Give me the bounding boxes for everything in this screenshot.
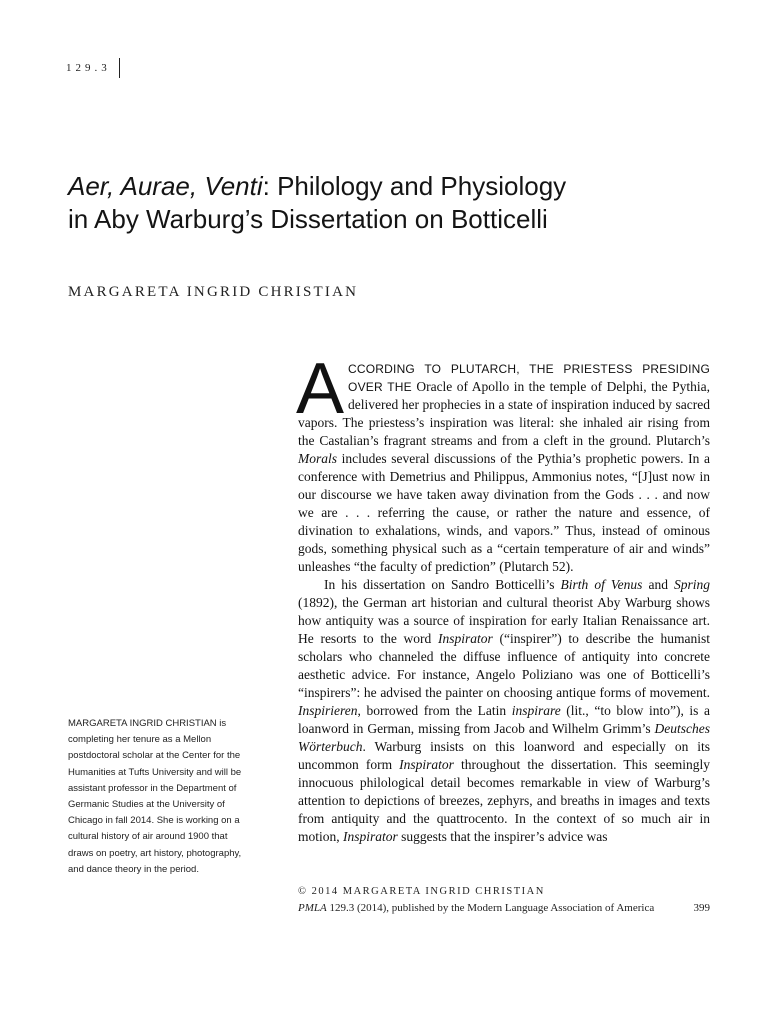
paragraph-1	[296, 349, 710, 576]
publication-details: 129.3 (2014), published by the Modern Language Association of America	[326, 902, 655, 914]
paragraph-2	[298, 576, 710, 846]
p2-birth-of-venus: Birth of Venus	[560, 577, 643, 592]
p2-text-i: suggests that the inspirer’s advice was	[397, 829, 608, 844]
p2-text-a: In his dissertation on Sandro Botticelli’s	[324, 577, 561, 592]
publication-info	[298, 900, 654, 916]
p1-text-a: Oracle of Apollo in the temple of Delphi, the Pythia, delivered her prophecies in a state of inspiration induced by sacred vapors. The priestess’s inspiration was literal: she inhaled air rising from the Castalian’s fragrant streams and from a cleft in the ground. Plutarch’s	[298, 379, 710, 448]
article-body	[296, 349, 711, 846]
article-title	[68, 170, 668, 236]
p1-text-b: includes several discussions of the Pythia’s prophetic powers. In a conference with Demetrius and Philippus, Ammonius notes, “[J]ust now in our discourse we have taken away divination from the Gods . . . and now we are . . . referring the cause, or rather the nature and essence, of divination to exhalations, winds, and vapors.” Thus, instead of ominous gods, something physical such as a “certain temperature of air and winds” unleashes “the faculty of prediction” (Plutarch 52).	[298, 451, 710, 574]
p2-inspirator-2: Inspirator	[399, 757, 454, 772]
p2-spring: Spring	[674, 577, 711, 592]
title-italic-part: Aer, Aurae, Venti	[68, 171, 263, 201]
page-number: 399	[693, 902, 710, 914]
p2-text-f: (lit., “to blow into”), is a loanword in German, missing from Jacob and Wilhelm Grimm’s	[298, 703, 710, 736]
issue-bracket-rule	[119, 58, 120, 78]
p2-text-g: . Warburg insists on this loanword and especially on its uncommon form	[298, 739, 710, 772]
page-footer	[298, 884, 710, 916]
journal-name: PMLA	[298, 902, 327, 914]
p2-inspirieren: Inspirieren	[298, 703, 358, 718]
p2-inspirator-1: Inspirator	[438, 631, 493, 646]
opening-small-caps: CCORDING TO PLUTARCH, THE PRIESTESS PRESIDING OVER THE	[348, 362, 710, 394]
p2-text-c: (1892), the German art historian and cultural theorist Aby Warburg shows how antiquity was a source of inspiration for early Italian Renaissance art. He resorts to the word	[298, 595, 710, 646]
p1-morals: Morals	[298, 451, 338, 466]
author-bio: MARGARETA INGRID CHRISTIAN is completing her tenure as a Mellon postdoctoral scholar at the Center for the Humanities at Tufts University and will be assistant professor in the Department of Germanic Studies at the University of Chicago in fall 2014. She is working on a cultural history of air around 1900 that draws on poetry, art history, photography, and dance theory in the period.	[68, 718, 242, 875]
issue-number: 129.3	[66, 62, 111, 74]
p2-text-h: throughout the dissertation. This seemingly innocuous philological detail becomes remarkable in view of Warburg’s attention to depictions of breezes, zephyrs, and breaths in images and texts from antiquity and the quattrocento. In the context of so much air in motion,	[298, 757, 710, 844]
p2-text-d: (“inspirer”) to describe the humanist scholars who channeled the diffuse influence of antiquity into concrete aesthetic advice. For instance, Angelo Poliziano was one of Botticelli’s “inspirers”: he advised the painter on choosing antique forms of movement.	[298, 631, 710, 700]
copyright-line: © 2014 MARGARETA INGRID CHRISTIAN	[298, 886, 545, 897]
author-name: MARGARETA INGRID CHRISTIAN	[68, 284, 359, 300]
p2-inspirator-3: Inspirator	[343, 829, 398, 844]
publication-line	[298, 900, 710, 916]
title-line1-rest: : Philology and Physiology	[262, 171, 567, 201]
drop-cap: A	[296, 349, 345, 429]
p2-text-e: , borrowed from the Latin	[357, 703, 512, 718]
p2-text-b: and	[642, 577, 674, 592]
p2-deutsches-woerterbuch: Deutsches Wörterbuch	[298, 721, 710, 754]
p2-inspirare: inspirare	[511, 703, 561, 718]
title-line2: in Aby Warburg’s Dissertation on Botticelli	[68, 204, 548, 234]
